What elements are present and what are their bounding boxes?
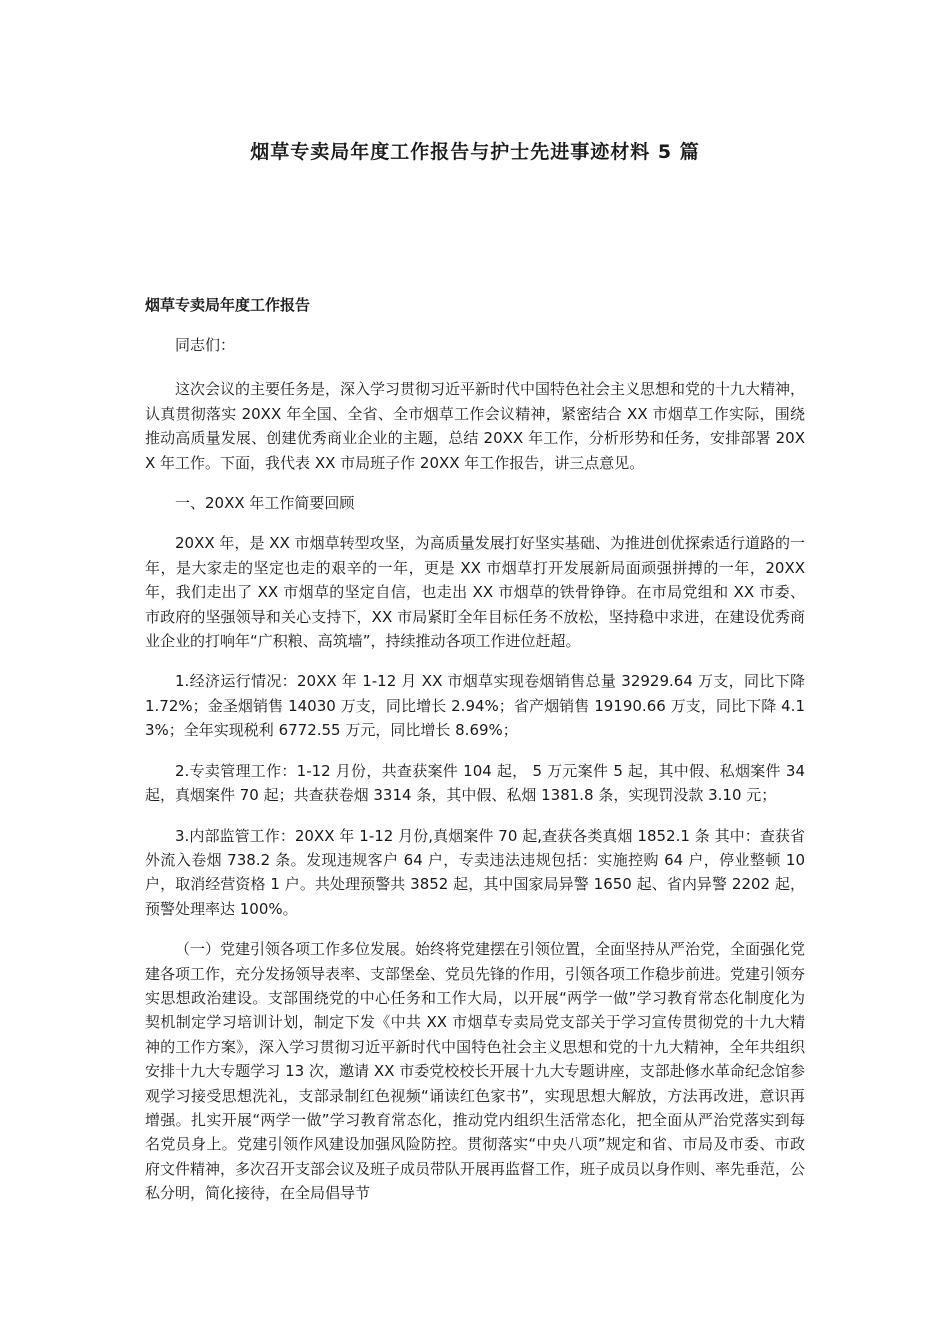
paragraph-economic-operation: 1.经济运行情况：20XX 年 1-12 月 XX 市烟草实现卷烟销售总量 32929.64 万支，同比下降 1.72%；金圣烟销售 14030 万支，同比增长 2.94%；省产烟销售 19190.66 万支，同比下降 4.13%；全年实现税利 6772.55 万元，同比增长 8.69%； xyxy=(145,672,805,740)
report-body xyxy=(145,333,805,1222)
paragraph-party-building: （一）党建引领各项工作多位发展。始终将党建摆在引领位置，全面坚持从严治党，全面强化党建各项工作，充分发扬领导表率、支部堡垒、党员先锋的作用，引领各项工作稳步前进。党建引领夯实思想政治建设。支部围绕党的中心任务和工作大局，以开展“两学一做”学习教育常态化制度化为契机制定学习培训计划，制定下发《中共 XX 市烟草专卖局党支部关于学习宣传贯彻党的十九大精神的工作方案》，深入学习贯彻习近平新时代中国特色社会主义思想和党的十九大精神，全年共组织安排十九大专题学习 13 次，邀请 XX 市委党校校长开展十九大专题讲座，支部赴修水革命纪念馆参观学习接受思想洗礼，支部录制红色视频“诵读红色家书”，实现思想大解放，方法再改进，意识再增强。扎实开展“两学一做”学习教育常态化，推动党内组织生活常态化，把全面从严治党落实到每名党员身上。党建引领作风建设加强风险防控。贯彻落实“中央八项”规定和省、市局及市委、市政府文件精神，多次召开支部会议及班子成员带队开展再监督工作，班子成员以身作则、率先垂范，公私分明，简化接待，在全局倡导节 xyxy=(145,940,806,1203)
section-heading: 烟草专卖局年度工作报告 xyxy=(145,296,311,314)
paragraph-section-one-heading: 一、20XX 年工作简要回顾 xyxy=(175,494,355,513)
paragraph-greeting: 同志们： xyxy=(175,336,236,354)
paragraph-internal-supervision: 3.内部监管工作：20XX 年 1-12 月份,真烟案件 70 起,查获各类真烟 1852.1 条 其中：查获省外流入卷烟 738.2 条。发现违规客户 64 户，专卖违法违规包括：实施控购 64 户，停业整顿 10 户，取消经营资格 1 户。共处理预警共 3852 起，其中国家局异警 1650 起、省内异警 2202 起，预警处理率达 100%。 xyxy=(145,826,805,918)
document-title: 烟草专卖局年度工作报告与护士先进事迹材料 5 篇 xyxy=(250,141,700,163)
paragraph-review: 20XX 年，是 XX 市烟草转型攻坚，为高质量发展打好坚实基础、为推进创优探索适行道路的一年，是大家走的坚定也走的艰辛的一年，更是 XX 市烟草打开发展新局面顽强拼搏的一年，20XX 年，我们走出了 XX 市烟草的坚定自信，也走出 XX 市烟草的铁骨铮铮。在市局党组和 XX 市委、市政府的坚强领导和关心支持下，XX 市局紧盯全年目标任务不放松，坚持稳中求进，在建设优秀商业企业的打响年“广积粮、高筑墙”，持续推动各项工作进位赶超。 xyxy=(145,534,805,651)
paragraph-monopoly-management: 2.专卖管理工作：1-12 月份，共查获案件 104 起， 5 万元案件 5 起，其中假、私烟案件 34 起，真烟案件 70 起；共查获卷烟 3314 条，其中假、私烟 1381.8 条，实现罚没款 3.10 元； xyxy=(145,761,805,805)
paragraph-intro: 这次会议的主要任务是，深入学习贯彻习近平新时代中国特色社会主义思想和党的十九大精神，认真贯彻落实 20XX 年全国、全省、全市烟草工作会议精神，紧密结合 XX 市烟草工作实际，围绕推动高质量发展、创建优秀商业企业的主题，总结 20XX 年工作，分析形势和任务，安排部署 20XX 年工作。下面，我代表 XX 市局班子作 20XX 年工作报告，讲三点意见。 xyxy=(145,380,806,472)
